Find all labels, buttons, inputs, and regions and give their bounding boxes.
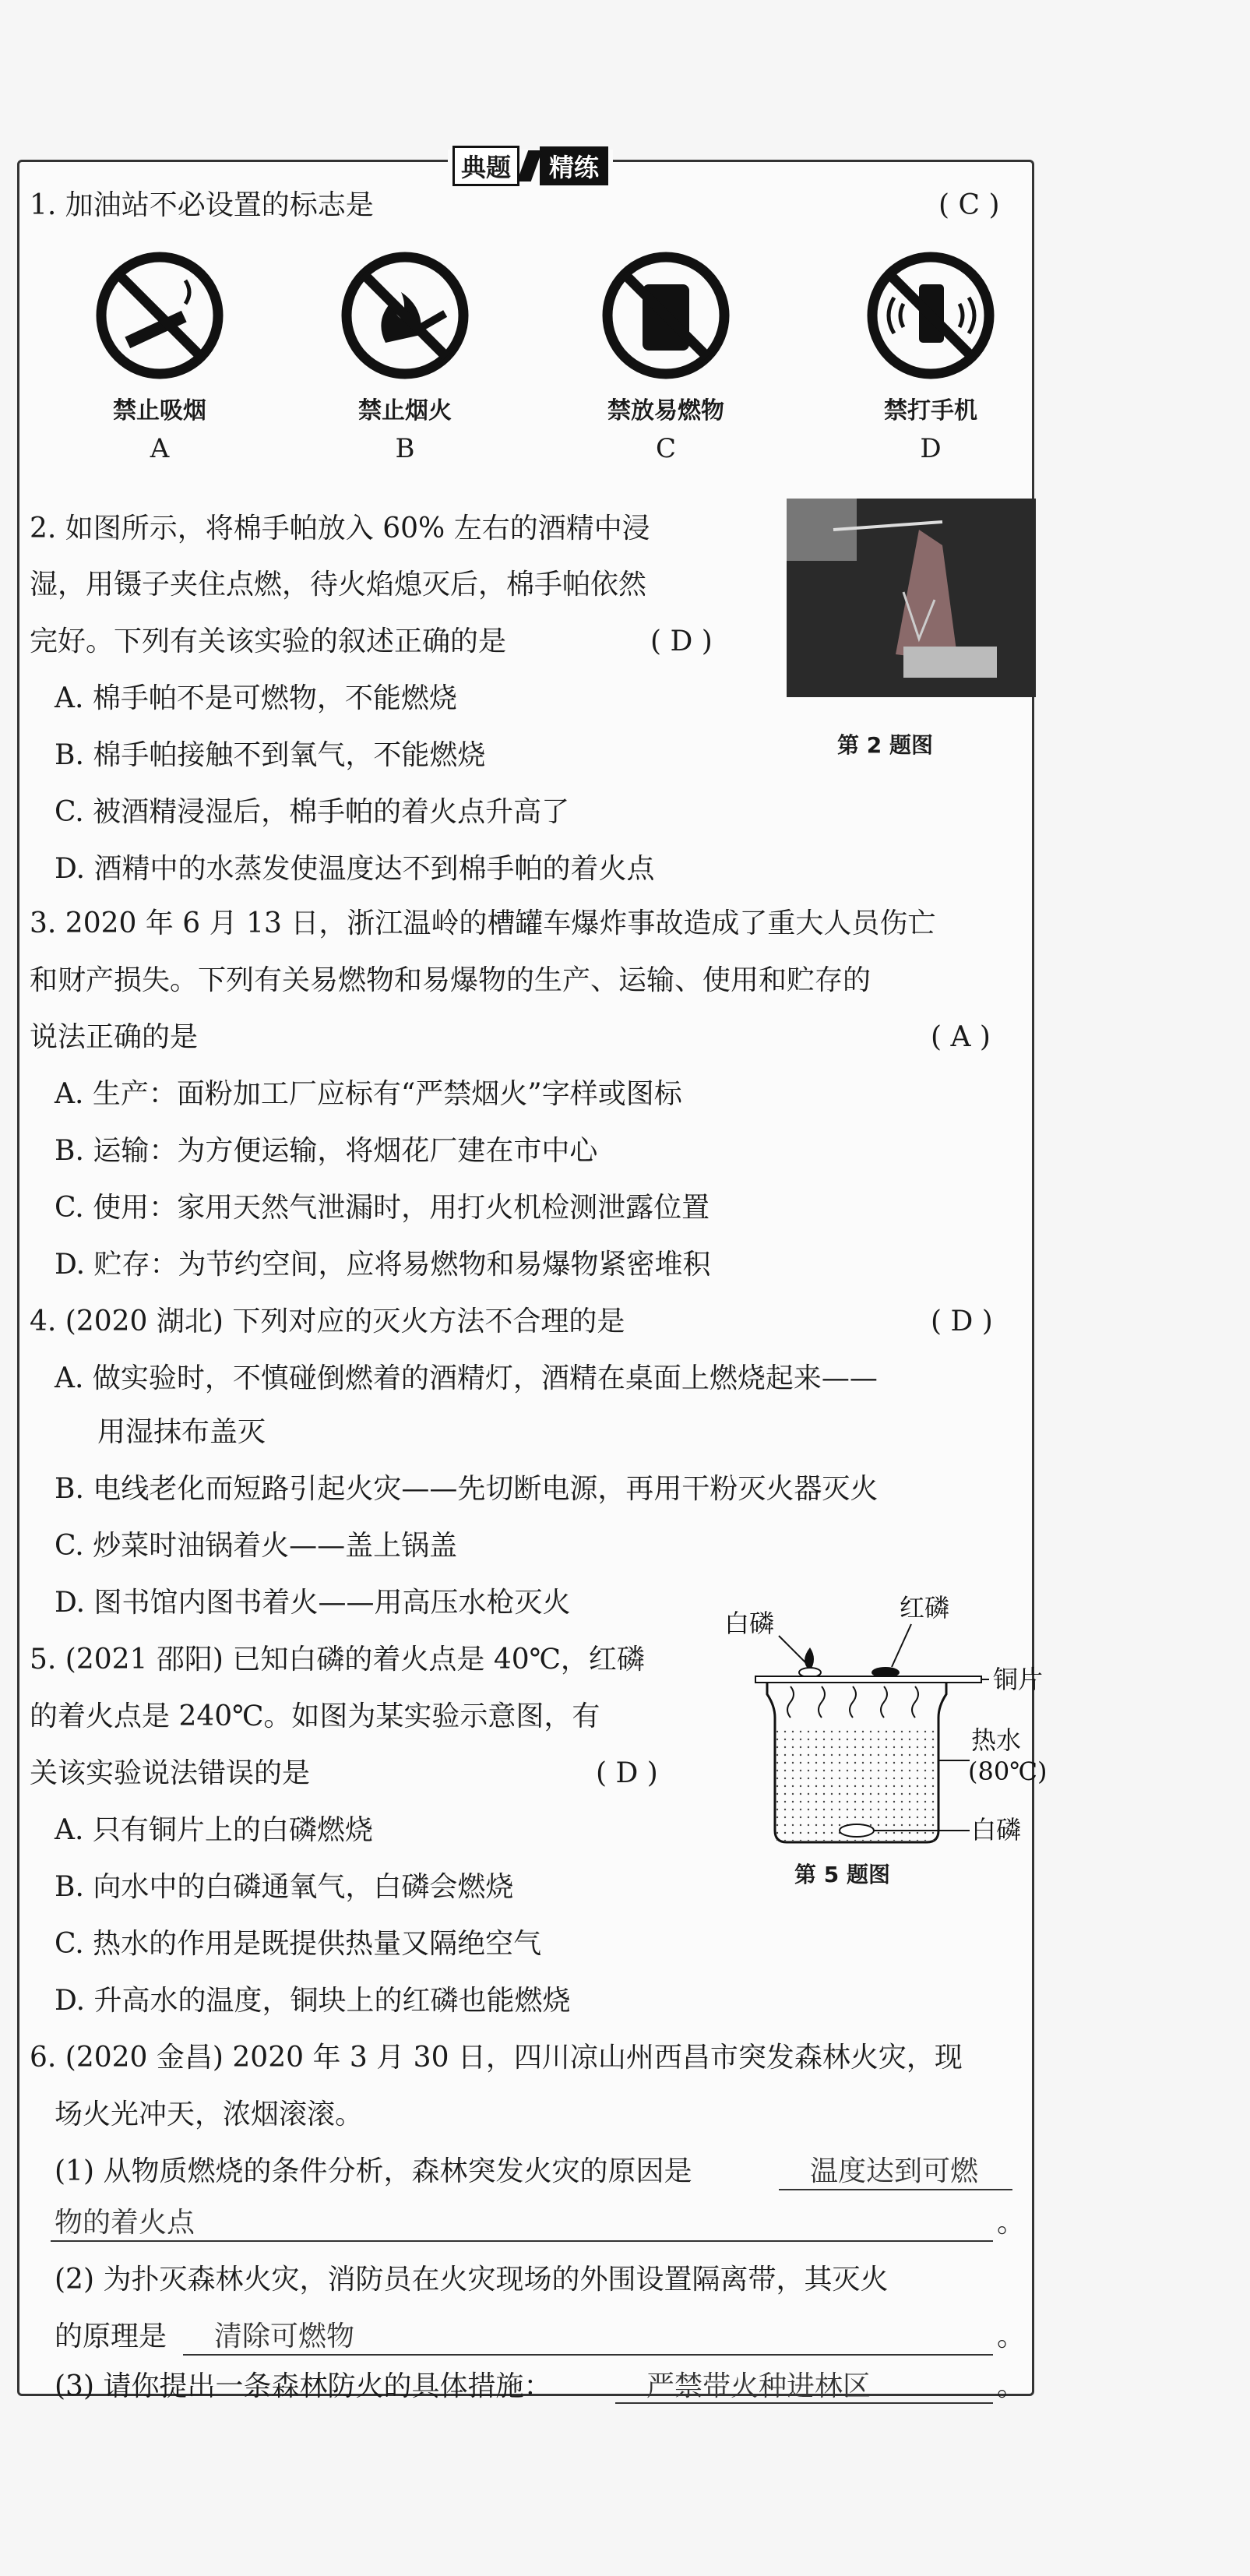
q5-line-1: 5. (2021 邵阳) 已知白磷的着火点是 40℃，红磷 bbox=[30, 1644, 645, 1676]
q3-line-1: 3. 2020 年 6 月 13 日，浙江温岭的槽罐车爆炸事故造成了重大人员伤亡 bbox=[30, 907, 936, 939]
sign-a-letter: A bbox=[150, 433, 170, 464]
q6-sub2-blank bbox=[183, 2354, 993, 2356]
q4-option-d: D. 图书馆内图书着火——用高压水枪灭火 bbox=[55, 1587, 571, 1619]
q6-sub3-text: (3) 请你提出一条森林防火的具体措施： bbox=[55, 2370, 552, 2402]
header-tab-jinglian: 精练 bbox=[540, 146, 608, 185]
sign-c-letter: C bbox=[655, 433, 676, 464]
q5-option-b: B. 向水中的白磷通氧气，白磷会燃烧 bbox=[55, 1871, 514, 1903]
q3-option-c: C. 使用：家用天然气泄漏时，用打火机检测泄露位置 bbox=[55, 1192, 710, 1224]
fig5-white-phosphorus-bottom: 白磷 bbox=[971, 1815, 1022, 1845]
q5-figure-caption: 第 5 题图 bbox=[794, 1862, 890, 1887]
sign-d-label: 禁打手机 bbox=[884, 397, 977, 425]
fig5-red-phosphorus: 红磷 bbox=[900, 1593, 950, 1623]
sign-b-label: 禁止烟火 bbox=[358, 397, 452, 425]
q1-stem: 1. 加油站不必设置的标志是 bbox=[30, 189, 374, 221]
q2-line-3: 完好。下列有关该实验的叙述正确的是 bbox=[30, 625, 507, 657]
q4-option-a-cont: 用湿抹布盖灭 bbox=[97, 1416, 266, 1448]
q6-sub1-blank-a bbox=[779, 2189, 1012, 2190]
q4-option-b: B. 电线老化而短路引起火灾——先切断电源，再用干粉灭火器灭火 bbox=[55, 1473, 879, 1505]
sign-c-label: 禁放易燃物 bbox=[607, 397, 724, 425]
q3-option-a: A. 生产：面粉加工厂应标有“严禁烟火”字样或图标 bbox=[55, 1078, 682, 1110]
q6-sub2-text-a: (2) 为扑灭森林火灾，消防员在火灾现场的外围设置隔离带，其灭火 bbox=[55, 2264, 889, 2296]
q6-sub3-answer: 严禁带火种进林区 bbox=[646, 2370, 871, 2402]
q3-answer: ( A ) bbox=[931, 1021, 991, 1053]
q5-answer: ( D ) bbox=[596, 1757, 658, 1789]
q3-option-d: D. 贮存：为节约空间，应将易燃物和易爆物紧密堆积 bbox=[55, 1249, 711, 1281]
q3-line-2: 和财产损失。下列有关易燃物和易爆物的生产、运输、使用和贮存的 bbox=[30, 964, 871, 996]
sign-d-letter: D bbox=[920, 433, 942, 464]
fig5-white-phosphorus-top: 白磷 bbox=[724, 1609, 775, 1638]
q6-line-1: 6. (2020 金昌) 2020 年 3 月 30 日，四川凉山州西昌市突发森林火灾，现 bbox=[30, 2042, 963, 2074]
q6-line-2: 场火光冲天，浓烟滚滚。 bbox=[55, 2099, 364, 2130]
q6-sub2-period: 。 bbox=[997, 2321, 1026, 2352]
sign-d bbox=[857, 249, 1005, 464]
q1-answer: ( C ) bbox=[938, 189, 1000, 221]
q3-line-3: 说法正确的是 bbox=[30, 1021, 199, 1053]
sign-c bbox=[592, 249, 740, 464]
header-tab-dianti: 典题 bbox=[452, 146, 519, 186]
q2-option-a: A. 棉手帕不是可燃物，不能燃烧 bbox=[55, 682, 457, 714]
q2-line-1: 2. 如图所示，将棉手帕放入 60% 左右的酒精中浸 bbox=[30, 513, 650, 544]
q5-option-a: A. 只有铜片上的白磷燃烧 bbox=[55, 1814, 373, 1846]
q2-photo bbox=[787, 499, 1036, 697]
sign-a bbox=[90, 249, 230, 464]
q6-sub3-period: 。 bbox=[997, 2370, 1026, 2402]
q6-sub1-period: 。 bbox=[997, 2207, 1026, 2239]
q2-option-b: B. 棉手帕接触不到氧气，不能燃烧 bbox=[55, 739, 486, 771]
q6-sub1-answer-b: 物的着火点 bbox=[55, 2207, 195, 2239]
q5-figure bbox=[720, 1589, 1048, 1854]
section-header bbox=[448, 150, 613, 182]
q2-answer: ( D ) bbox=[650, 625, 713, 657]
fig5-temperature: (80℃) bbox=[968, 1757, 1048, 1786]
sign-b bbox=[335, 249, 475, 464]
q6-sub3-blank bbox=[615, 2402, 993, 2404]
no-smoking-icon bbox=[93, 249, 226, 382]
no-phone-icon bbox=[864, 249, 997, 382]
q5-line-3: 关该实验说法错误的是 bbox=[30, 1757, 311, 1789]
no-flammables-icon bbox=[600, 249, 732, 382]
q5-line-2: 的着火点是 240℃。如图为某实验示意图，有 bbox=[30, 1700, 600, 1732]
q5-option-c: C. 热水的作用是既提供热量又隔绝空气 bbox=[55, 1928, 542, 1960]
q4-option-a: A. 做实验时，不慎碰倒燃着的酒精灯，酒精在桌面上燃烧起来—— bbox=[55, 1362, 878, 1394]
q6-sub1-answer-a: 温度达到可燃 bbox=[810, 2155, 979, 2187]
fig5-copper-sheet: 铜片 bbox=[993, 1665, 1044, 1694]
header-slash bbox=[517, 150, 543, 181]
no-fire-icon bbox=[339, 249, 471, 382]
q2-line-2: 湿，用镊子夹住点燃，待火焰熄灭后，棉手帕依然 bbox=[30, 569, 647, 601]
q6-sub2-answer: 清除可燃物 bbox=[214, 2321, 355, 2352]
sign-b-letter: B bbox=[395, 433, 415, 464]
q2-option-c: C. 被酒精浸湿后，棉手帕的着火点升高了 bbox=[55, 796, 570, 828]
q6-sub2-text-b: 的原理是 bbox=[55, 2321, 167, 2352]
q4-option-c: C. 炒菜时油锅着火——盖上锅盖 bbox=[55, 1530, 458, 1562]
q6-sub1-text: (1) 从物质燃烧的条件分析，森林突发火灾的原因是 bbox=[55, 2155, 692, 2187]
sign-a-label: 禁止吸烟 bbox=[113, 397, 206, 425]
q2-option-d: D. 酒精中的水蒸发使温度达不到棉手帕的着火点 bbox=[55, 853, 655, 885]
q5-option-d: D. 升高水的温度，铜块上的红磷也能燃烧 bbox=[55, 1985, 571, 2017]
fig5-hot-water: 热水 bbox=[971, 1725, 1022, 1755]
q2-figure-caption: 第 2 题图 bbox=[837, 732, 933, 758]
q4-stem: 4. (2020 湖北) 下列对应的灭火方法不合理的是 bbox=[30, 1306, 625, 1337]
q3-option-b: B. 运输：为方便运输，将烟花厂建在市中心 bbox=[55, 1135, 598, 1167]
q6-sub1-blank-b bbox=[51, 2240, 993, 2242]
q4-answer: ( D ) bbox=[931, 1306, 993, 1337]
